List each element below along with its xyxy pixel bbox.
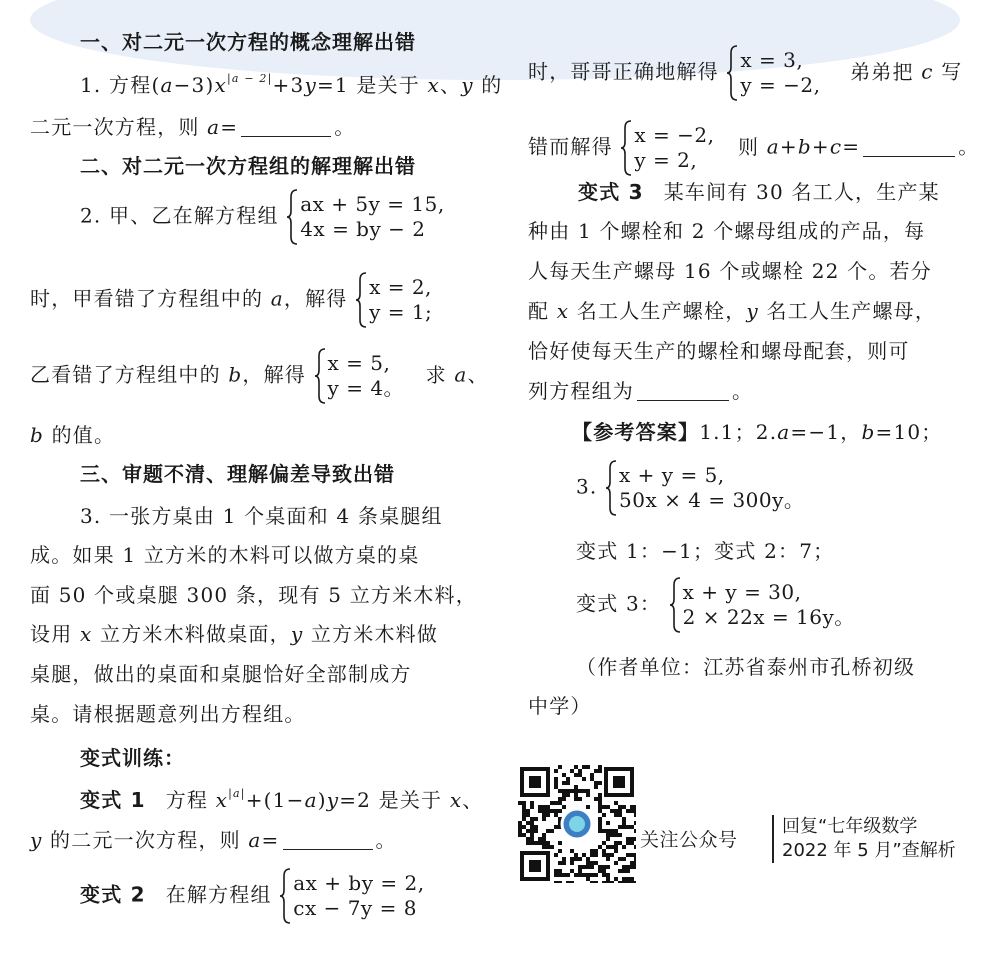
answer-blank [241, 116, 331, 137]
equation-system: ax + by = 2, cx − 7y = 8 [279, 868, 424, 924]
variant-2-line-1: 变式 2 在解方程组 ax + by = 2, cx − 7y = 8 [80, 868, 425, 924]
question-2-line-3: 乙看错了方程组中的 b，解得 x = 5, y = 4。 求 a、 [30, 348, 489, 404]
equation-system: ax + 5y = 15, 4x = by − 2 [286, 189, 444, 245]
question-1-line-2: 二元一次方程，则 a= 。 [30, 115, 356, 139]
question-2-line-4: b 的值。 [30, 423, 116, 447]
section-heading-2: 二、对二元一次方程组的解理解出错 [80, 154, 416, 178]
equation-system: x = 5, y = 4。 [314, 348, 405, 404]
question-3-line-6: 桌。请根据题意列出方程组。 [30, 702, 306, 726]
question-3-line-1: 3. 一张方桌由 1 个桌面和 4 条桌腿组 [80, 504, 443, 528]
left-brace-icon [279, 868, 291, 924]
equation-system: x + y = 30, 2 × 22x = 16y。 [669, 577, 855, 633]
question-3-line-3: 面 50 个或桌腿 300 条，现有 5 立方米木料， [30, 583, 477, 607]
question-1-line-1: 1. 方程$(a-3)x^{|a - 2|}+3y=1$ 是关于 x、y 的 [80, 72, 503, 97]
variant-training-heading: 变式训练： [80, 746, 185, 770]
qr-code-icon[interactable] [518, 765, 636, 883]
variant-3-line-2: 种由 1 个螺栓和 2 个螺母组成的产品，每 [528, 219, 926, 243]
section-heading-3: 三、审题不清、理解偏差导致出错 [80, 462, 395, 486]
question-2-line-2: 时，甲看错了方程组中的 a，解得 x = 2, y = 1; [30, 272, 432, 328]
variant-1-line-2: y 的二元一次方程，则 a= 。 [30, 828, 397, 852]
variant-2-line-3: 错而解得 x = −2, y = 2, 则 a+b+c= 。 [528, 120, 979, 176]
left-brace-icon [620, 120, 632, 176]
answer-variant-3: 变式 3： x + y = 30, 2 × 22x = 16y。 [576, 577, 855, 633]
variant-2-line-2: 时，哥哥正确地解得 x = 3, y = −2, 弟弟把 c 写 [528, 45, 962, 101]
reply-instruction: 回复“七年级数学 2022 年 5 月”查解析 [782, 816, 956, 861]
left-brace-icon [286, 189, 298, 245]
equation-system: x = 3, y = −2, [726, 45, 820, 101]
question-3-line-4: 设用 x 立方米木料做桌面，y 立方米木料做 [30, 622, 439, 646]
variant-3-line-6: 列方程组为 。 [528, 379, 754, 403]
equation-system: x = −2, y = 2, [620, 120, 714, 176]
divider [772, 815, 774, 863]
question-2-line-1: 2. 甲、乙在解方程组 ax + 5y = 15, 4x = by − 2 [80, 189, 445, 245]
question-3-line-5: 桌腿，做出的桌面和桌腿恰好全部制成方 [30, 662, 412, 686]
variant-3-line-4: 配 x 名工人生产螺栓，y 名工人生产螺母， [528, 299, 937, 323]
section-heading-1: 一、对二元一次方程的概念理解出错 [80, 30, 416, 54]
author-affiliation-line-1: （作者单位：江苏省泰州市孔桥初级 [576, 655, 916, 679]
answer-blank [863, 136, 955, 157]
variant-1-line-1: 变式 1 方程 $x^{|a|}+(1-a)y=2$ 是关于 x、 [80, 787, 484, 812]
answer-variants-1-2: 变式 1：−1；变式 2：7； [576, 539, 835, 563]
left-brace-icon [314, 348, 326, 404]
answer-blank [283, 829, 373, 850]
answer-key-line-1: 【参考答案】1.1；2.a=−1，b=10； [572, 420, 943, 444]
left-brace-icon [605, 460, 617, 516]
author-affiliation-line-2: 中学） [528, 694, 592, 718]
answer-3: 3. x + y = 5, 50x × 4 = 300y。 [576, 460, 804, 516]
variant-3-line-5: 恰好使每天生产的螺栓和螺母配套，则可 [528, 339, 910, 363]
follow-official-account-label: 关注公众号 [640, 829, 738, 851]
left-brace-icon [669, 577, 681, 633]
variant-3-line-3: 人每天生产螺母 16 个或螺栓 22 个。若分 [528, 259, 932, 283]
left-brace-icon [726, 45, 738, 101]
left-brace-icon [355, 272, 367, 328]
question-3-line-2: 成。如果 1 立方米的木料可以做方桌的桌 [30, 543, 420, 567]
answer-blank [637, 380, 729, 401]
variant-3-line-1: 变式 3 某车间有 30 名工人，生产某 [578, 180, 940, 204]
equation-system: x = 2, y = 1; [355, 272, 432, 328]
equation-system: x + y = 5, 50x × 4 = 300y。 [605, 460, 804, 516]
